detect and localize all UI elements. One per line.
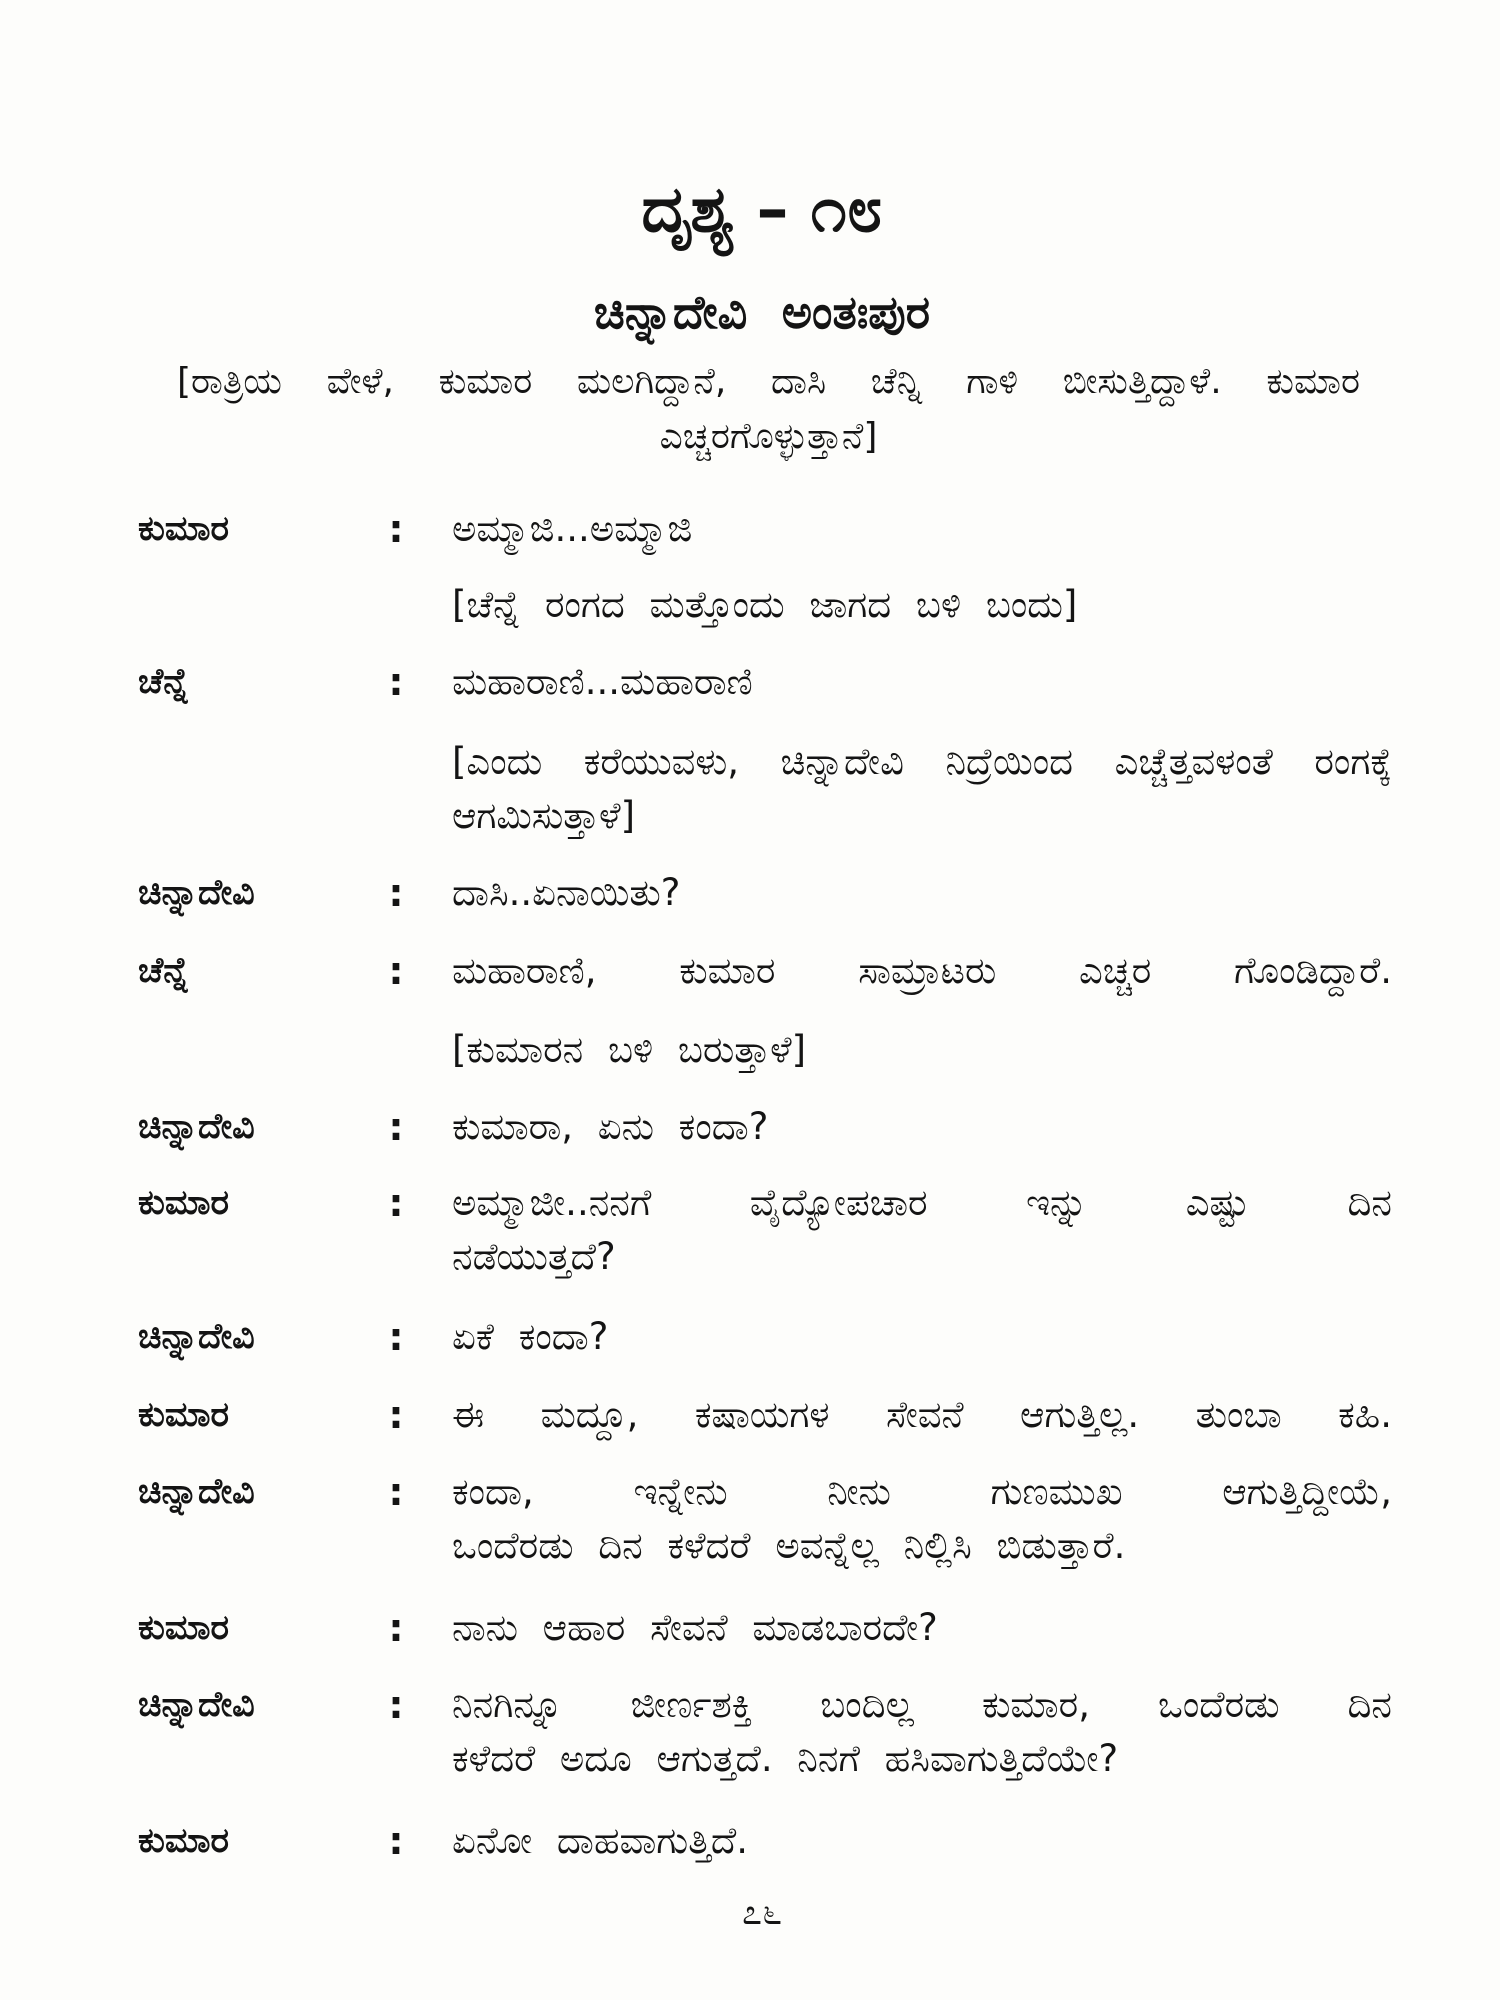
direction-line: ಆಗಮಿಸುತ್ತಾಳೆ] — [452, 794, 636, 837]
page-number: ೭೬ — [741, 1892, 783, 1933]
dialogue-text — [452, 1100, 1392, 1154]
speaker-name: ಕುಮಾರ — [138, 1395, 230, 1435]
speaker-name: ಚೆನ್ನೆ — [138, 662, 189, 702]
dialogue-line: ನಾನು ಆಹಾರ ಸೇವನೆ ಮಾಡಬಾರದೇ? — [452, 1606, 938, 1649]
speaker-name: ಕುಮಾರ — [138, 1608, 230, 1648]
dialogue-text — [452, 866, 1392, 920]
dialogue-line: ಕುಮಾರಾ, ಏನು ಕಂದಾ? — [452, 1105, 769, 1148]
speaker-separator: : — [388, 1606, 404, 1650]
dialogue-line: ಮಹಾರಾಣಿ, ಕುಮಾರ ಸಾಮ್ರಾಟರು ಎಚ್ಚರ ಗೊಂಡಿದ್ದಾರೆ. — [452, 949, 1392, 992]
speaker-separator: : — [388, 1393, 404, 1437]
speaker-separator: : — [388, 871, 404, 915]
dialogue-line: ಏನೋ ದಾಹವಾಗುತ್ತಿದೆ. — [452, 1819, 748, 1862]
speaker-separator: : — [388, 949, 404, 993]
speaker-separator: : — [388, 1819, 404, 1863]
speaker-separator: : — [388, 1181, 404, 1225]
scene-location: ಚಿನ್ನಾದೇವಿ ಅಂತಃಪುರ — [593, 285, 931, 339]
dialogue-text — [452, 944, 1392, 998]
dialogue-text — [452, 502, 1392, 556]
direction-line: [ಕುಮಾರನ ಬಳಿ ಬರುತ್ತಾಳೆ] — [452, 1028, 807, 1071]
direction-line: [ಚೆನ್ನೆ ರಂಗದ ಮತ್ತೊಂದು ಜಾಗದ ಬಳಿ ಬಂದು] — [452, 583, 1078, 626]
dialogue-text — [452, 1814, 1392, 1868]
speaker-name: ಚೆನ್ನೆ — [138, 951, 189, 991]
dialogue-text — [452, 655, 1392, 709]
speaker-name: ಕುಮಾರ — [138, 509, 230, 549]
dialogue-line: ನಿನಗಿನ್ನೂ ಜೀರ್ಣಶಕ್ತಿ ಬಂದಿಲ್ಲ ಕುಮಾರ, ಒಂದೆರಡು ದಿನ — [452, 1683, 1392, 1726]
speaker-name: ಚಿನ್ನಾದೇವಿ — [138, 873, 255, 913]
speaker-separator: : — [388, 1470, 404, 1514]
speaker-separator: : — [388, 660, 404, 704]
direction-line: [ಎಂದು ಕರೆಯುವಳು, ಚಿನ್ನಾದೇವಿ ನಿದ್ರೆಯಿಂದ ಎಚ್ಚೆತ್ತವಳಂತೆ ರಂಗಕ್ಕೆ — [452, 740, 1392, 783]
speaker-separator: : — [388, 1683, 404, 1727]
dialogue-text — [452, 1601, 1392, 1655]
dialogue-line: ಈ ಮದ್ದೂ, ಕಷಾಯಗಳ ಸೇವನೆ ಆಗುತ್ತಿಲ್ಲ. ತುಂಬಾ ಕಹಿ. — [452, 1393, 1392, 1436]
speaker-name: ಕುಮಾರ — [138, 1183, 230, 1223]
dialogue-text — [452, 1388, 1392, 1442]
speaker-separator: : — [388, 1105, 404, 1149]
dialogue-line: ಅಮ್ಮಾಜಿ...ಅಮ್ಮಾಜಿ — [452, 507, 693, 550]
dialogue-line: ಕಂದಾ, ಇನ್ನೇನು ನೀನು ಗುಣಮುಖ ಆಗುತ್ತಿದ್ದೀಯೆ, — [452, 1470, 1392, 1513]
direction-text — [452, 578, 1392, 632]
dialogue-line: ಏಕೆ ಕಂದಾ? — [452, 1315, 609, 1358]
speaker-separator: : — [388, 507, 404, 551]
direction-line: [ರಾತ್ರಿಯ ವೇಳೆ, ಕುಮಾರ ಮಲಗಿದ್ದಾನೆ, ದಾಸಿ ಚೆನ್ನಿ ಗಾಳಿ ಬೀಸುತ್ತಿದ್ದಾಳೆ. ಕುಮಾರ — [177, 361, 1360, 402]
speaker-separator: : — [388, 1315, 404, 1359]
dialogue-text — [452, 1176, 1392, 1284]
dialogue-line: ನಡೆಯುತ್ತದೆ? — [452, 1235, 616, 1278]
speaker-name: ಚಿನ್ನಾದೇವಿ — [138, 1317, 255, 1357]
dialogue-line: ಅಮ್ಮಾಜೀ..ನನಗೆ ವೈದ್ಯೋಪಚಾರ ಇನ್ನು ಎಷ್ಟು ದಿನ — [452, 1181, 1392, 1224]
dialogue-line: ಮಹಾರಾಣಿ...ಮಹಾರಾಣಿ — [452, 660, 753, 703]
direction-text — [452, 735, 1392, 843]
scene-heading: ದೃಶ್ಯ – ೧೮ — [641, 173, 883, 247]
speaker-name: ಚಿನ್ನಾದೇವಿ — [138, 1472, 255, 1512]
speaker-name: ಕುಮಾರ — [138, 1821, 230, 1861]
direction-line: ಎಚ್ಚರಗೊಳ್ಳುತ್ತಾನೆ] — [659, 416, 878, 457]
opening-stage-direction — [177, 354, 1360, 464]
speaker-name: ಚಿನ್ನಾದೇವಿ — [138, 1107, 255, 1147]
dialogue-line: ದಾಸಿ..ಏನಾಯಿತು? — [452, 871, 681, 914]
direction-text — [452, 1023, 1392, 1077]
speaker-name: ಚಿನ್ನಾದೇವಿ — [138, 1685, 255, 1725]
dialogue-text — [452, 1310, 1392, 1364]
dialogue-text — [452, 1678, 1392, 1786]
dialogue-line: ಕಳೆದರೆ ಅದೂ ಆಗುತ್ತದೆ. ನಿನಗೆ ಹಸಿವಾಗುತ್ತಿದೆಯೇ? — [452, 1737, 1119, 1780]
dialogue-text — [452, 1465, 1392, 1573]
dialogue-line: ಒಂದೆರಡು ದಿನ ಕಳೆದರೆ ಅವನ್ನೆಲ್ಲ ನಿಲ್ಲಿಸಿ ಬಿಡುತ್ತಾರೆ. — [452, 1524, 1126, 1567]
